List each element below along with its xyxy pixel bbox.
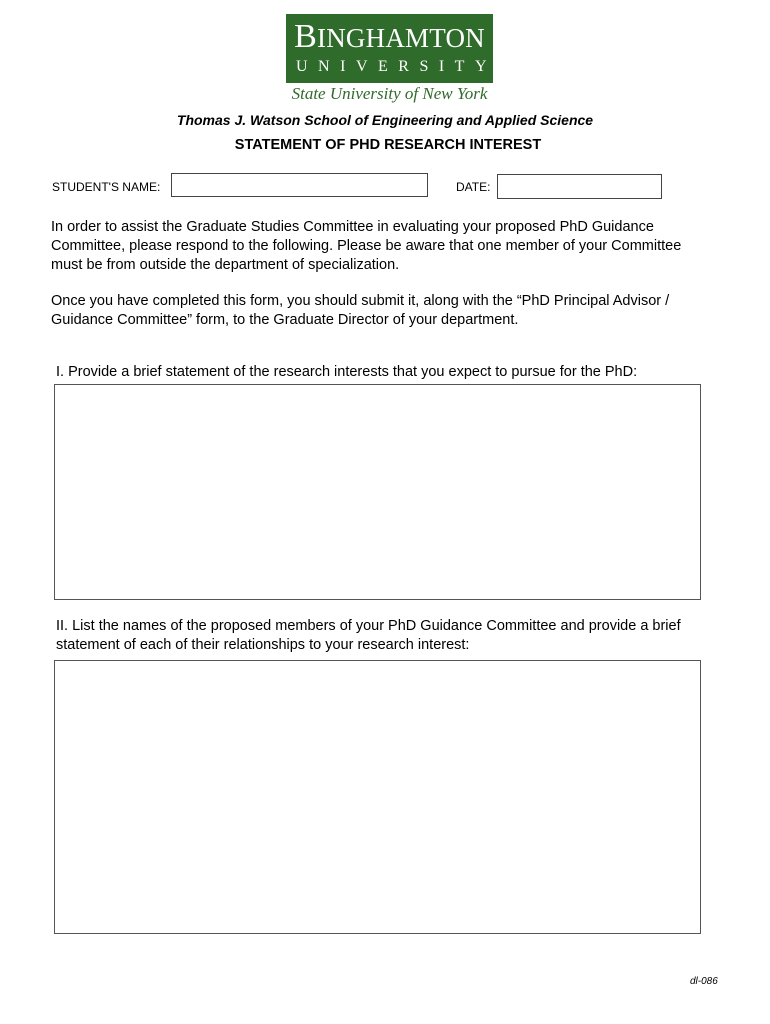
logo-wordmark: [286, 14, 493, 55]
logo-initial: B: [294, 18, 318, 55]
instructions-paragraph-1: In order to assist the Graduate Studies Committee in evaluating your proposed PhD Guidance Committee, please respond to the following. Please be aware that one member of your Committee must be from outside the department of specialization.: [51, 219, 682, 273]
form-title: STATEMENT OF PHD RESEARCH INTEREST: [234, 137, 542, 153]
school-name: Thomas J. Watson School of Engineering and Applied Science: [176, 112, 594, 128]
date-input[interactable]: [497, 174, 662, 199]
university-logo: [286, 14, 497, 83]
logo-subtitle: State University of New York: [291, 84, 488, 103]
form-code: dl-086: [690, 976, 718, 987]
logo-name: INGHAMTON: [317, 23, 485, 53]
instructions-paragraph-2: Once you have completed this form, you should submit it, along with the “PhD Principal Advisor / Guidance Committee” form, to the Graduate Director of your department.: [51, 293, 670, 328]
question-1-answer[interactable]: [54, 384, 701, 600]
question-2-answer[interactable]: [54, 660, 701, 934]
question-2-text: II. List the names of the proposed members of your PhD Guidance Committee and provide a brief statement of each of their relationships to your research interest:: [56, 618, 681, 653]
student-name-label: STUDENT'S NAME:: [52, 180, 161, 194]
question-1-text: I. Provide a brief statement of the research interests that you expect to pursue for the PhD:: [56, 364, 638, 380]
student-name-input[interactable]: [171, 173, 428, 197]
date-label: DATE:: [456, 180, 491, 194]
logo-university: UNIVERSITY: [296, 58, 497, 75]
